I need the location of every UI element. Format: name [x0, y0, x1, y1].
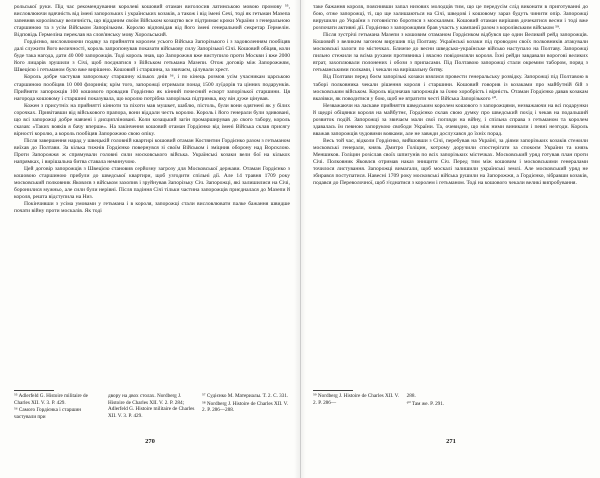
left-page-body	[14, 4, 290, 215]
paragraph: Гордієнко, висловлюючи подяку за прийняття королем усього Війська Запорізького і з задоволенням пообіцяв далі служити його величності, король запропонував показати військову силу Запорізької Січі. Кошовий обіцяв, коли буде така нагода, дати 40 000 запорожців. Тоді король знав, що Запорожжя вже виступило проти Москви і вже 2000 його лицарів зрушили з Січі, щоб поєднатися з Військом гетьмана Мазепи. Отож договір між Запорожжям, Швецією і гетьманом було вже вирішено. Кошовий і старшина, за звичаєм, цілували хрест.	[14, 39, 290, 74]
paragraph: Король добре частував запорозьку старшину кількох днів ⁵⁶, і по кінець розмов усім учасникам царською старшиною пообіцяв 10 000 флоринів; крім того, запорожці отримали понад 1500 луїдорів та цінних подарунків. Прийняти запорожців 100 кошового провадив Гордієнко як кінний почесний ескорт запорізької старшини. Ця нагорода кошовому і старшині показувала, що королю потрібна запорізька підтримка, яку він дуже цінував.	[14, 74, 290, 102]
page-number: 270	[145, 438, 155, 445]
paragraph: таке бажання короля, пояснивши запал низових молодців тим, що це передусім слід виконати в приготуванні до бою, отже запорожці, ті, що ще залишаються на Січі, шведові і кошовому зараз будуть чинити опір. Запорожці вирушили до України з готовністю боротися з москалями. Кошовий отаман вирішив дочекатися весни і тоді вже розпочати активні дії. Гордієнко з запорожцями брав участь у кампанії разом з королівським військом ⁵⁹.	[313, 4, 588, 32]
footnote-rule	[313, 390, 353, 391]
paragraph: Весь той час, відколи Гордієнко, вийшовши з Січі, перебував на Україні, за діями запорізьких козаків стежили московські генерали, князь Дмитро Голіцин, котрому доручили спостерігати за спокоєм України та князь Меншиков. Голіцин розіслав своїх шпигунів по всіх запорізьких містечках. Московський уряд готував план проти Січі. Полковник Яковлєв отримав наказ знищити Січ. Перед тим між кошовим і московськими генералами точилося листування. Запорожці вимагали, щоб москалі залишили українські землі. Але московський уряд не збирався поступатися. Навесні 1709 року московські війська рушили на Запорожжя, а Гордієнко, зібравши козаків, подався до Переволочної, щоб з'єднатися з королем і гетьманом. Тоді на кошового чекали великі випробування.	[313, 137, 588, 187]
footnote: двору на двох столах. Nordberg J. Histoire de Charles XII. V. 2. P. 284; Adlerfeld G. Histoire militaire de Charles XII. V. 3. P. 429.	[108, 393, 195, 419]
page-number: 271	[446, 438, 456, 445]
right-page-body	[313, 4, 588, 187]
footnote: ⁶⁰ Там же. P. 291.	[406, 400, 445, 407]
footnote: ⁵⁵ Adlerfeld G. Histoire militaire de Charles XII. V. 3. P. 429.	[14, 393, 88, 406]
right-footnotes	[313, 393, 588, 408]
left-footnotes	[14, 393, 290, 421]
footnote: ⁵⁹ Nordberg J. Histoire de Charles XII. V. 2. P. 286—	[313, 393, 400, 406]
paragraph: Після завершення нарад у швецькій головній квартирі кошовий отаман Костянтин Гордієнко разом з гетьманом виїхав до Полтави. За кілька тижнів Гордієнко повернувся зі своїм Військом і зміцнив оборону над Ворсклою. Проти Запорожжя ж спрямували головні сили московського війська. Українські козаки вели бої на кількох напрямках, і вирішальна битва ставала неминучою.	[14, 137, 290, 166]
footnote: ⁵⁸ Nordberg J. Histoire de Charles XII. V. 2. P. 286—288.	[202, 400, 289, 414]
footnote: ⁵⁶ Самого Гордієнка і старшин частували при	[14, 407, 82, 420]
right-page	[300, 0, 600, 478]
footnote: ⁵⁷ Судієнко М. Материалы. Т. 2. С. 331.	[202, 393, 289, 399]
paragraph: Після зустрічі гетьмана Мазепи з кошовим отаманом Гордієнком відбувся ще один Великий рейд запорожців. Кошовий з великим загоном вирушив під Полтаву. Українські козаки під проводом своїх полковників атакували московські залоги по містечках. Ближче до весни шведсько-українське військо наступало на Полтаву. Запорожці пильно стежили за всіма рухами противника і вчасно повідомляли короля. Їхні рейди завдавали ворогові великих втрат, захоплювали полонених і обози з припасами. Під Полтавою запорожці стали окремим табором, поряд з гетьманськими полками, і чекали на вирішальну битву.	[313, 32, 588, 74]
footnote: 288.	[406, 393, 416, 399]
paragraph: Кожен з присутніх на прийнятті кінноти та піхоти мав мушкет, шаблю, пістоль, були вони одягнені як у білих сорочках. Привітавши від військового прапора, вони віддали честь королю. Король і його генерали були здивовані, що всі запорожці добре навчені і дисципліновані. Коли козацький загін промарширував до свого табору, король сказав: «Таких вояків я бачу вперше». На закінчення кошовий отаман Гордієнко від імені Війська склав присягу вірності королю, а король пообіцяв Запорожжю свою опіку.	[14, 102, 290, 137]
paragraph: Незважаючи на ласкаве прийняття шведським королем кошового з запорожцями, незважаючи на всі подарунки й щедрі обіцянки короля на майбутнє, Гордієнко склав свою думку про шведський похід і чекав на подальший розвиток подій. Запорожці за звичаєм мали свої погляди на війну, і спільна справа з гетьманом та королем здавалась їм певною запорукою свободи України. Та, очевидно, що між ними виникали і певні незгоди. Король вважав запорожців чудовими вояками, але не завжди дослухався до їхніх порад.	[313, 102, 588, 137]
paragraph: Цей договір запорожців з Швецією становив серйозну загрозу для Московської держави. Отаман Гордієнко з кошовою старшиною прибули до шведської квартири, щоб узгодити спільні дії. Але 14 травня 1709 року московський полковник Яковлєв з військом захопив і зруйнував Запорізьку Січ. Запорожці, які залишилися на Січі, боронилися мужньо, але сили були нерівні. Після падіння Січі тільки частина запорожців приєдналася до Мазепи й короля, решта відступила на Низ.	[14, 166, 290, 201]
footnote-rule	[14, 390, 54, 391]
paragraph: Від Полтави перед боєм запорізькі козаки взялися провести генеральську розвідку. Запорожці під Полтавою в таборі полковника чекали рішення короля і старшини. Кошовий говорив із козаками про майбутній бій з московським військом. Король відзначав запорожців за їхню хоробрість і вірність. Отаман Гордієнко давав козакам вказівки, як поводитися у бою, щоб не втратити честі Війська Запорізького ⁶⁰.	[313, 74, 588, 102]
paragraph: рольської руки. Пiд час рекомендування королеві кошовий отаман виголосив латинською мовою промову ⁵⁵, висловлюючи вдячність від імені запорозьких і українських козаків, а також і від імені Сечі, тоді як гетьман Мазепа запевняв королівську величність, що відданим своїм Військом козацтво все підтримає кроки України з генеральною старшиною та з усім Військом Запорізьким. Королю відповідав від його імені генеральний секретар Гермелін. Відповідь Гермеліна переклав на слов'янську мову Хорольський.	[14, 4, 290, 39]
paragraph: Покінчивши з усіма умовами у гетьмана і в короля, запорожці стали висловлювати палке бажання швидше почати війну проти москалів. Як тоді	[14, 201, 290, 215]
